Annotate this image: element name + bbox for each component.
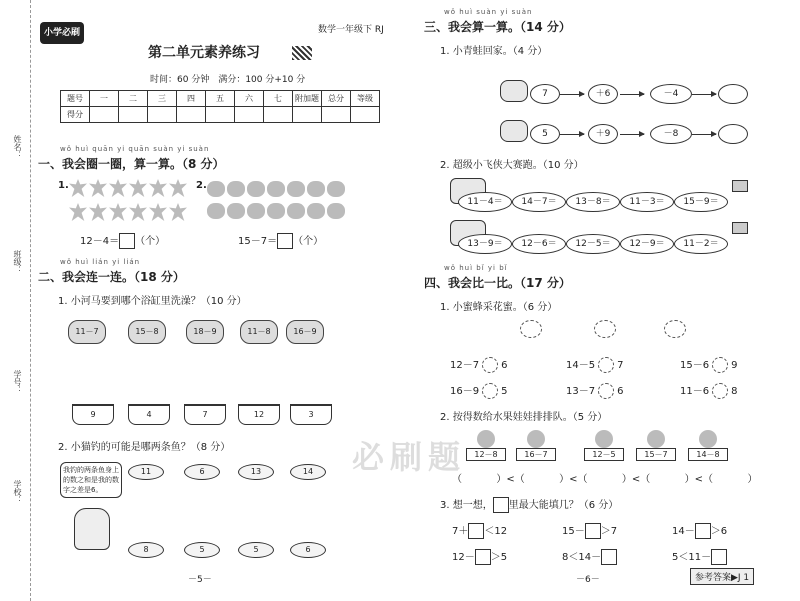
s2-q1: 1. 小河马要到哪个浴缸里洗澡？（10 分） — [58, 296, 247, 307]
flower-answer[interactable] — [482, 357, 498, 373]
apple-icon — [247, 203, 265, 219]
score-input-cell[interactable] — [177, 107, 206, 123]
bathtub[interactable]: 3 — [290, 404, 332, 425]
s1-eq1-text: 12－4＝ — [80, 236, 120, 247]
lily-pad-answer[interactable] — [718, 84, 748, 104]
apple-icon — [207, 203, 225, 219]
apple-icon — [207, 181, 225, 197]
leaf-icon — [169, 179, 187, 197]
apple-icon — [227, 203, 245, 219]
score-cell: 二 — [119, 91, 148, 107]
s2-title: 二、我会连一连。（18 分） — [38, 270, 185, 284]
fish[interactable]: 8 — [128, 542, 164, 558]
fruit-label: 12－8 — [466, 448, 506, 461]
fish[interactable]: 6 — [290, 542, 326, 558]
fish[interactable]: 14 — [290, 464, 326, 480]
score-cell: 七 — [264, 91, 293, 107]
fill-item — [452, 522, 507, 539]
lily-pad: 5 — [530, 124, 560, 144]
race-oval[interactable]: 13－8＝ — [566, 192, 620, 212]
grade-label: 数学一年级下 RJ — [318, 25, 384, 35]
qr-icon — [292, 46, 312, 60]
fill-left: 5＜11－ — [672, 552, 712, 563]
score-input-cell[interactable] — [322, 107, 351, 123]
class-label: 班级： — [13, 250, 22, 274]
less-than-sign: ）<（ — [559, 474, 588, 485]
flag-icon — [732, 222, 748, 234]
id-label: 学号： — [13, 370, 22, 394]
fruit-label: 12－5 — [584, 448, 624, 461]
apple-icon — [227, 181, 245, 197]
s1-eq2 — [238, 232, 323, 249]
leaf-icon — [169, 203, 187, 221]
s2-pinyin: wǒ huì lián yi lián — [60, 258, 141, 266]
score-input-cell[interactable] — [235, 107, 264, 123]
score-cell: 题号 — [61, 91, 90, 107]
score-cell: 一 — [90, 91, 119, 107]
s2-q2: 2. 小猫钓的可能是哪两条鱼？（8 分） — [58, 442, 231, 453]
fish[interactable]: 6 — [184, 464, 220, 480]
score-input-cell[interactable] — [148, 107, 177, 123]
compare-item — [450, 356, 507, 373]
s1-eq1-unit: （个） — [135, 236, 166, 247]
s4-title: 四、我会比一比。（17 分） — [424, 276, 571, 290]
fruit-label: 15－7 — [636, 448, 676, 461]
leaf-icon — [129, 203, 147, 221]
score-cell: 等级 — [351, 91, 380, 107]
score-input-cell[interactable] — [119, 107, 148, 123]
apple-icon — [247, 181, 265, 197]
hippo[interactable]: 11－8 — [240, 320, 278, 344]
s4-q3-prefix: 3. 想一想， — [440, 500, 493, 511]
time-label: 时间：60 分钟 满分：100 分+10 分 — [150, 75, 306, 85]
arrow-right-icon — [620, 134, 644, 135]
fruit-icon — [527, 430, 545, 448]
cat-icon — [74, 508, 110, 550]
leaf-icon — [109, 203, 127, 221]
answer-box[interactable] — [119, 233, 135, 249]
s4-pinyin: wǒ huì bǐ yi bǐ — [444, 264, 508, 272]
compare-left: 13－7 — [566, 386, 596, 397]
fill-item — [562, 548, 617, 565]
s4-q2: 2. 按得数给水果娃娃排排队。（5 分） — [440, 412, 608, 423]
apple-icon — [287, 181, 305, 197]
race-oval[interactable]: 11－3＝ — [620, 192, 674, 212]
less-than-sign: ）<（ — [621, 474, 651, 485]
race-oval[interactable]: 11－4＝ — [458, 192, 512, 212]
score-table-score-row — [61, 107, 380, 123]
example-box — [493, 497, 509, 513]
compare-left: 12－7 — [450, 360, 480, 371]
brand-logo: 小学必刷题 — [40, 22, 84, 44]
fill-item — [672, 522, 727, 539]
score-table — [60, 90, 380, 123]
s1-eq2-unit: （个） — [293, 236, 324, 247]
compare-right: 8 — [731, 386, 738, 397]
score-cell: 四 — [177, 91, 206, 107]
fill-item — [452, 548, 507, 565]
compare-right: 5 — [501, 386, 508, 397]
bracket-open: （ — [452, 474, 462, 485]
s1-eq1 — [80, 232, 165, 249]
race-oval[interactable]: 13－9＝ — [458, 234, 512, 254]
fruit-icon — [595, 430, 613, 448]
frog-icon — [500, 120, 528, 142]
apple-icon — [267, 203, 285, 219]
apple-group — [206, 180, 346, 224]
compare-left: 14－5 — [566, 360, 596, 371]
compare-item — [566, 382, 623, 399]
s1-q1-num: 1. — [58, 180, 69, 191]
compare-item — [566, 356, 623, 373]
flower-answer[interactable] — [712, 383, 728, 399]
fruit-label: 14－8 — [688, 448, 728, 461]
race-oval[interactable]: 15－9＝ — [674, 192, 728, 212]
leaf-icon — [129, 179, 147, 197]
fill-item — [672, 548, 727, 565]
leaf-icon — [89, 179, 107, 197]
bathtub[interactable]: 9 — [72, 404, 114, 425]
flower-answer[interactable] — [598, 383, 614, 399]
page-number-right: －6－ — [576, 575, 600, 585]
s4-q1: 1. 小蜜蜂采花蜜。（6 分） — [440, 302, 558, 313]
compare-left: 16－9 — [450, 386, 480, 397]
race-oval[interactable]: 12－6＝ — [512, 234, 566, 254]
flag-icon — [732, 180, 748, 192]
compare-right: 6 — [617, 386, 624, 397]
answer-box[interactable] — [711, 549, 727, 565]
fill-right: ＜12 — [484, 526, 508, 537]
order-row[interactable] — [452, 470, 757, 485]
score-input-cell[interactable] — [90, 107, 119, 123]
leaf-icon — [69, 203, 87, 221]
compare-left: 11－6 — [680, 386, 710, 397]
bathtub[interactable]: 12 — [238, 404, 280, 425]
lily-pad-answer[interactable] — [718, 124, 748, 144]
s1-pinyin: wǒ huì quān yi quān suàn yi suàn — [60, 145, 210, 153]
s1-eq2-text: 15－7＝ — [238, 236, 278, 247]
apple-icon — [327, 203, 345, 219]
apple-icon — [307, 203, 325, 219]
apple-icon — [287, 203, 305, 219]
page-title: 第二单元素养练习 — [148, 45, 260, 61]
fill-right: ＞7 — [600, 526, 618, 537]
hippo[interactable]: 16－9 — [286, 320, 324, 344]
hippo[interactable]: 15－8 — [128, 320, 166, 344]
answer-box[interactable] — [601, 549, 617, 565]
compare-right: 6 — [501, 360, 508, 371]
fruit-doll — [466, 430, 506, 461]
answer-box[interactable] — [585, 523, 601, 539]
watermark: 必刷题 — [352, 438, 467, 476]
leaf-icon — [149, 203, 167, 221]
fruit-doll — [688, 430, 728, 461]
fruit-doll — [516, 430, 556, 461]
less-than-sign: ）<（ — [684, 474, 714, 485]
hippo[interactable]: 18－9 — [186, 320, 224, 344]
apple-icon — [327, 181, 345, 197]
score-input-cell[interactable] — [293, 107, 322, 123]
race-oval[interactable]: 11－2＝ — [674, 234, 728, 254]
s3-pinyin: wǒ huì suàn yi suàn — [444, 8, 533, 16]
score-input-cell[interactable] — [351, 107, 380, 123]
lily-pad: ＋9 — [588, 124, 618, 144]
fish[interactable]: 11 — [128, 464, 164, 480]
name-label: 姓名： — [13, 135, 22, 159]
fill-left: 7＋ — [452, 526, 469, 537]
answer-box[interactable] — [475, 549, 491, 565]
fill-right: ＞6 — [710, 526, 728, 537]
score-table-header-row — [61, 91, 380, 107]
arrow-right-icon — [692, 134, 716, 135]
compare-right: 7 — [617, 360, 624, 371]
fruit-doll — [584, 430, 624, 461]
apple-icon — [307, 181, 325, 197]
lily-pad: 7 — [530, 84, 560, 104]
bee-icon — [520, 320, 542, 338]
score-cell: 六 — [235, 91, 264, 107]
s4-q3 — [440, 496, 618, 513]
bracket-close: ） — [747, 474, 758, 485]
fruit-label: 16－7 — [516, 448, 556, 461]
s3-q2: 2. 超级小飞侠大赛跑。（10 分） — [440, 160, 584, 171]
fish[interactable]: 5 — [238, 542, 274, 558]
fruit-icon — [647, 430, 665, 448]
school-label: 学校： — [13, 480, 22, 504]
apple-icon — [267, 181, 285, 197]
fish[interactable]: 5 — [184, 542, 220, 558]
score-cell: 总分 — [322, 91, 351, 107]
s1-q2-num: 2. — [196, 180, 207, 191]
s1-title: 一、我会圈一圈，算一算。（8 分） — [38, 157, 225, 171]
fill-left: 8＜14－ — [562, 552, 602, 563]
binding-strip — [0, 0, 31, 601]
fruit-doll — [636, 430, 676, 461]
answer-box[interactable] — [277, 233, 293, 249]
s3-title: 三、我会算一算。（14 分） — [424, 20, 571, 34]
fruit-icon — [477, 430, 495, 448]
answer-box[interactable] — [468, 523, 484, 539]
race-oval[interactable]: 12－5＝ — [566, 234, 620, 254]
bathtub[interactable]: 7 — [184, 404, 226, 425]
compare-item — [450, 382, 507, 399]
score-cell: 五 — [206, 91, 235, 107]
fill-item — [562, 522, 617, 539]
flower-answer[interactable] — [712, 357, 728, 373]
compare-item — [680, 382, 737, 399]
leaf-group — [68, 178, 188, 226]
compare-item — [680, 356, 737, 373]
fill-right: ＞5 — [490, 552, 508, 563]
arrow-right-icon — [692, 94, 716, 95]
arrow-right-icon — [620, 94, 644, 95]
bee-icon — [664, 320, 686, 338]
leaf-icon — [89, 203, 107, 221]
bathtub[interactable]: 4 — [128, 404, 170, 425]
arrow-right-icon — [560, 134, 584, 135]
compare-right: 9 — [731, 360, 738, 371]
leaf-icon — [69, 179, 87, 197]
s4-q3-tail: 里最大能填几？（6 分） — [508, 500, 619, 511]
race-oval[interactable]: 12－9＝ — [620, 234, 674, 254]
fruit-icon — [699, 430, 717, 448]
race-oval[interactable]: 14－7＝ — [512, 192, 566, 212]
lily-pad: －4 — [650, 84, 692, 104]
leaf-icon — [109, 179, 127, 197]
fill-left: 14－ — [672, 526, 695, 537]
hippo[interactable]: 11－7 — [68, 320, 106, 344]
score-row-label: 得分 — [61, 107, 90, 123]
s3-q1: 1. 小青蛙回家。（4 分） — [440, 46, 548, 57]
answer-key-tag[interactable]: 参考答案▶J 1 — [690, 568, 754, 585]
flower-answer[interactable] — [482, 383, 498, 399]
score-input-cell[interactable] — [206, 107, 235, 123]
flower-answer[interactable] — [598, 357, 614, 373]
answer-box[interactable] — [695, 523, 711, 539]
fill-left: 15－ — [562, 526, 585, 537]
leaf-icon — [149, 179, 167, 197]
page-number-left: －5－ — [188, 575, 212, 585]
frog-icon — [500, 80, 528, 102]
score-cell: 三 — [148, 91, 177, 107]
score-input-cell[interactable] — [264, 107, 293, 123]
fish[interactable]: 13 — [238, 464, 274, 480]
less-than-sign: ）<（ — [496, 474, 525, 485]
lily-pad: ＋6 — [588, 84, 618, 104]
compare-left: 15－6 — [680, 360, 710, 371]
score-cell: 附加题 — [293, 91, 322, 107]
arrow-right-icon — [560, 94, 584, 95]
bee-icon — [594, 320, 616, 338]
lily-pad: －8 — [650, 124, 692, 144]
fill-left: 12－ — [452, 552, 475, 563]
speech-bubble: 我钓的两条鱼身上的数之和是我的数字之差是6。 — [60, 462, 122, 498]
